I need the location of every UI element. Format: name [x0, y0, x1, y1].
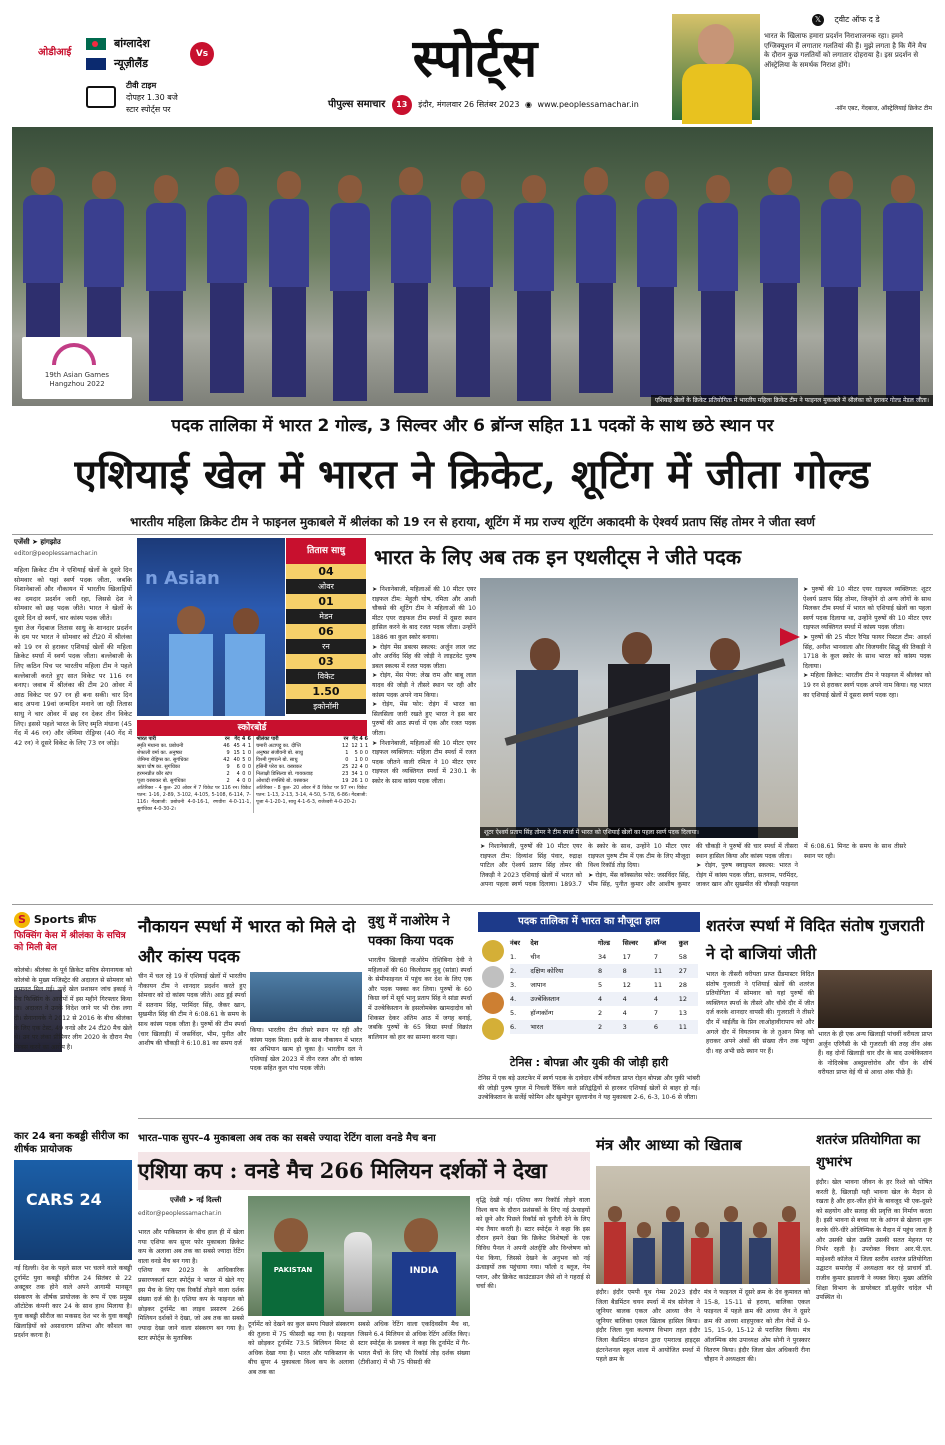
brief-label-text: Sports ब्रीफ — [33, 913, 96, 926]
medal-header-cell: देश — [530, 939, 539, 947]
masthead-title: स्पोर्ट्स — [412, 28, 538, 89]
chess-body2: भारत के ही एक अन्य खिलाड़ी पांचवीं वरीयता प्राप्त अर्जुन एरिगैसी के भी गुजराती की तरह तीन अंक हैं। वह दोनों खिलाड़ी चार दौर के बाद उज्बेकिस्तान के नोदिरबेक अब्दुसत्तोरोव और चीन के शीर्ष वरीयता प्राप्त वेई यी से आधा अंक पीछे हैं। — [818, 1031, 933, 1077]
badminton-body1: इंदौर। इंदौर एमपी यूथ गेम्स 2023 इंदौर जिला बैडमिंटन चयन स्पर्धा में मंत्र सोनेजा ने जूनियर बालक एकल और आध्या जैन ने जूनियर बालिका एकल खिताब हासिल किया। इंदौर जिला युवा कल्याण विभाग तहत इंदौर जिला बैडमिंटन संगठन द्वारा एमराल्ड हाइट्स इंटरनेशनल स्कूल शाला में आयोजित स्पर्धा में पहले क्रम के — [596, 1289, 700, 1364]
medal-header-cell: नंबर — [510, 939, 520, 947]
rowing-headline: नौकायन स्पर्धा में भारत को मिले दो और कांस्य पदक — [138, 917, 356, 967]
games-logo — [22, 337, 132, 399]
match-time: दोपहर 1.30 बजे — [126, 93, 178, 102]
medal-table — [510, 936, 698, 1034]
asiacup-body4: वृद्धि देखी गई। एशिया कप रिकॉर्ड तोड़ने वाला विश्व कप के दौरान प्रशंसकों के लिए नई ऊंचाइयों को छूने और पिछले रिकॉर्ड को चुनौती देने के लिए मंच तैयार करती है। स्टार स्पोर्ट्स ने कहा कि इस दौरान हमने देखा कि क्रिकेट विशेषज्ञों के एक विविध पैनल ने अपनी अंतर्दृष्टि और विश्लेषण को पेश किया, जिससे देखने के अनुभव को नई ऊंचाइयों तक पहुंचाया गया। फॉलो द ब्लूज, गेम प्लान, और क्रिकेट काउंटडाउन जैसे शो ने गहराई से चर्चा की। — [476, 1197, 590, 1291]
titas-stat-value: 01 — [286, 594, 366, 609]
badminton-body2: मंत्र ने फाइनल में दूसरे क्रम के देव कुमावत को 15-8, 15-11 से हराया, बालिका एकल फाइनल में पहले क्रम की आध्या जैन ने दूसरे क्रम की आध्या शाहपुरकर को तीन गेमों में 9-15, 15-9, 15-12 से पराजित किया। मंत्र ऑलम्पिक संघ उपाध्यक्ष ओम सोनी ने पुरस्कार वितरण किया। इंदौर जिला खेल अधिकारी रीना चौहान ने अध्यक्षता की। — [704, 1289, 810, 1364]
player-figure — [330, 175, 369, 410]
flag-newzealand — [86, 58, 106, 70]
games-emblem-icon — [52, 343, 96, 365]
score-header-cell: रन — [224, 736, 230, 742]
rowing-body1: चीन में चल रहे 19 वें एशियाई खेलों में भारतीय नौकायन टीम ने शानदार प्रदर्शन करते हुए सोमवार को दो कांस्य पदक जीते। आठ हुई स्पर्धा में सतनाम सिंह, परमिंदर सिंह, जैकर खान, सुखमीत सिंह की टीम ने 6:08.61 के समय के साथ कांस्य पदक जीता है। पुरुषों की टीम स्पर्धा (चार खिलाड़ी) में जसविंदर, भीम, पुनीत और आशीष की चौकड़ी ने 6:10.81 का समय दर्ज — [138, 973, 246, 1048]
x-logo-icon: 𝕏 — [812, 14, 824, 26]
score-header-cell: 6 — [364, 736, 368, 742]
brand-name: पीपुल्स समाचार — [328, 99, 386, 110]
titas-stat-label: विकेट — [286, 669, 366, 684]
wushu-headline: वुशु में नाओरेम ने पक्का किया पदक — [368, 914, 454, 949]
india-innings-table — [137, 736, 251, 785]
score-header-cell: रन — [343, 736, 349, 742]
score-header-cell: श्रीलंका पारी — [256, 736, 279, 742]
score-row: विश्मी गुणरत्ने बो. साधु 0 1 0 0 — [256, 757, 368, 763]
india-innings-notes: अतिरिक्त - 4 कुल- 20 ओवर में 7 विकेट पर 116 रन। विकेट पतन: 1-16, 2-89, 3-102, 4-105, 5-108, 6-114, 7-116। गेंदबाजी: प्रबोधनी 4-0-16-1, रणवीरा 4-0-11-1, सुगंधिका 4-0-30-2। — [137, 786, 251, 812]
asiacup-photo — [248, 1196, 470, 1316]
titas-stat-value: 04 — [286, 564, 366, 579]
games-logo-text: 19th Asian Games Hangzhou 2022 — [44, 371, 110, 388]
tennis-body: टेनिस में एक बड़े उलटफेर में स्वर्ण पदक के दावेदार शीर्ष वरीयता प्राप्त रोहन बोपन्ना और युकी भांबरी की जोड़ी पुरुष युगल में निचली रैंकिंग वाले प्रतिद्वंद्वियों से हारकर एशियाई खेलों से बाहर हो गई। उज्बेकिस्तान के सर्जेई फोमिन और खुमोयुन सुल्तानोव ने यह मुकाबला 2-6, 6-3, 10-6 से जीता। — [478, 1075, 700, 1102]
titas-name: तितास साधु — [286, 538, 366, 564]
scoreboard — [137, 720, 367, 900]
titas-stat-label: ओवर — [286, 579, 366, 594]
person-figure — [604, 1206, 626, 1284]
player-figure — [146, 175, 185, 410]
titas-stat-value: 03 — [286, 654, 366, 669]
score-row: निलाक्षी डिसिल्वा बो. गायकवाड़ 23 34 1 0 — [256, 771, 368, 777]
tweet-box — [764, 14, 932, 122]
asiacup-kicker: भारत–पाक सुपर–4 मुकाबला अब तक का सबसे ज्यादा रेटिंग वाला वनडे मैच बना — [138, 1133, 436, 1144]
asiacup-body2: टूर्नामेंट को देखने का कुल समय पिछले संस्करण की तुलना में 75 फीसदी बढ़ गया है। फाइनल को छोड़कर टूर्नामेंट 73.5 बिलियन मिनट से अधिक देखा गया है। भारत और पाकिस्तान के बीच सुपर 4 मुकाबला विश्व कप के अलावा अब तक का — [248, 1321, 354, 1376]
player-figure — [391, 167, 430, 402]
brief-body: कोलंबो। श्रीलंका के पूर्व क्रिकेट सचित्र सेनानायक को कोलंबो के मुख्य मजिस्ट्रेट की अदालत से सोमवार को जमानत मिल गई। उन्हें खेल प्रशासन जांच इकाई ने मैच फिक्सिंग के आरोपों में इस महीने गिरफ्तार किया था। अदालत ने उनके विदेश जाने पर भी रोक लगा दी। सेनानायके ने 2012 से 2016 के बीच श्रीलंका के लिए एक टेस्ट, 49 वनडे और 24 टी20 मैच खेले थे। उन पर लंका प्रीमियर लीग 2020 के दौरान मैच फिक्स करने का आरोप है। — [14, 967, 132, 1051]
titas-stat-value: 1.50 — [286, 684, 366, 699]
chess-headline: शतरंज स्पर्धा में विदित संतोष गुजराती ने दो बाजियां जीती — [706, 916, 925, 963]
titas-photo: n Asian — [137, 538, 285, 716]
medal-stack-icon — [482, 940, 506, 1044]
main-kicker: पदक तालिका में भारत 2 गोल्ड, 3 सिल्वर और 6 ब्रॉन्ज सहित 11 पदकों के साथ छठे स्थान पर — [171, 416, 774, 436]
india-jersey: INDIA — [392, 1252, 456, 1316]
main-deck: भारतीय महिला क्रिकेट टीम ने फाइनल मुकाबले में श्रीलंका को 19 रन से हराया, शूटिंग में मप्र राज्य शूटिंग अकादमी के ऐश्वर्य प्रताप सिंह तोमर ने जीता स्वर्ण — [130, 515, 815, 529]
divider — [12, 534, 933, 535]
score-header-cell: गेंद — [352, 736, 358, 742]
hero-caption: एशियाई खेलों के क्रिकेट प्रतियोगिता में भारतीय महिला क्रिकेट टीम ने फाइनल मुकाबले में श्रीलंका को हराकर गोल्ड मेडल जीता। — [651, 395, 933, 406]
medal-row: 4. उज्बेकिस्तान 4 4 4 12 — [510, 992, 698, 1006]
brief-label — [14, 912, 96, 928]
match-box — [30, 34, 260, 124]
kabaddi-photo: CARS 24 — [14, 1160, 132, 1260]
wushu-body: भारतीय खिलाड़ी नाओरेम रोशिबिना देवी ने महिलाओं की 60 किलोग्राम वुशु (सांडा) स्पर्धा के सेमीफाइनल में पहुंच कर देश के लिए एक और पदक पक्का कर लिया। पुरुषों के 60 किग्रा वर्ग में सूर्य भानु प्रताप सिंह ने सांडा स्पर्धा में उज्बेकिस्तान के इसलोमबेक खामदादोव को शिकस्त देकर अंतिम आठ में जगह बनाई, जबकि पुरुषों के 65 किग्रा स्पर्धा विक्रांत बालियान को हार का सामना करना पड़ा। — [368, 957, 472, 1041]
score-row: शेफाली वर्मा का. अनुष्का 9 15 1 0 — [137, 750, 251, 756]
match-channel: स्टार स्पोर्ट्स पर — [126, 105, 171, 114]
player-figure — [821, 171, 860, 406]
athletes-col3: ➤ पुरुषों की 10 मीटर एयर राइफल व्यक्तिगत: शूटर ऐश्वर्य प्रताप सिंह तोमर, जिन्होंने दो अन्य लोगों के साथ मिलकर टीम स्पर्धा में भारत को एशियाई खेलों का पहला स्वर्ण पदक दिलाया था, उन्होंने पुरुषों की 10 मीटर एयर राइफल व्यक्तिगत स्पर्धा में कांस्य पदक जीता। ➤ पुरुषों की 25 मीटर रैपिड फायर पिस्टल टीम: आदर्श सिंह, अनीश भानवाला और विजयवीर सिद्धू की तिकड़ी ने 1718 के कुल स्कोर के साथ भारत को कांस्य पदक दिलाया। ➤ महिला क्रिकेट: भारतीय टीम ने फाइनल में श्रीलंका को 19 रन से हराकर स्वर्ण पदक अपने नाम किया। यह भारत का एशियाई खेलों में दूसरा स्वर्ण पदक रहा। — [803, 586, 931, 699]
rowing-photo — [250, 972, 362, 1022]
person-figure — [720, 1206, 742, 1284]
badminton-headline: मंत्र और आध्या को खिताब — [596, 1136, 742, 1154]
hero-photo — [12, 127, 933, 406]
arrow-icon — [780, 628, 800, 646]
main-headline: एशियाई खेल में भारत ने क्रिकेट, शूटिंग में जीता गोल्ड — [74, 451, 871, 498]
player-figure — [514, 175, 553, 410]
kabaddi-headline: कार 24 बना कबड्डी सीरीज का शीर्षक प्रायोजक — [14, 1131, 129, 1155]
score-row: पूजा वस्त्राकर बो. सुगंधिका 2 4 0 0 — [137, 778, 251, 784]
asiacup-headline: एशिया कप : वनडे मैच 266 मिलियन दर्शकों ने देखा — [138, 1152, 590, 1190]
athletes-col2: ➤ निशानेबाजी, पुरुषों की 10 मीटर एयर राइफल टीम: दिव्यांश सिंह पंवार, रुद्राक्ष पाटिल और ऐश्वर्य प्रताप सिंह तोमर की तिकड़ी ने 2023 एशियाई खेलों में भारत को अपना पहला स्वर्ण पदक दिलाया। 1893.7 के स्कोर के साथ, उन्होंने 10 मीटर एयर राइफल पुरुष टीम में एक टीम के लिए मौजूदा विश्व रिकॉर्ड तोड़ दिया। ➤ रोइंग, मेंस कॉक्सलेस फोर: जसविंदर सिंह, भीम सिंह, पुनीत कुमार और आशीष कुमार की चौकड़ी ने पुरुषों की चार स्पर्धा में तीसरा स्थान हासिल किया और कांस्य पदक जीता। ➤ रोइंग, पुरुष क्वाड्रपल स्कल्स: भारत ने रोइंग में कांस्य पदक जीता, सतनाम, परमिंदर, जाकर खान और सुखमीत की चौकड़ी फाइनल में 6:08.61 मिनट के समय के साथ तीसरे स्थान पर रही। — [480, 843, 906, 889]
score-header-cell: 4 — [241, 736, 246, 742]
player-figure — [207, 167, 246, 402]
page-number: 13 — [392, 95, 412, 115]
medal-row: 1. चीन 34 17 7 58 — [510, 953, 688, 961]
score-row: हसिनी परेरा का. वस्त्राकर 25 22 4 0 — [256, 764, 368, 770]
tweet-player-photo — [672, 14, 760, 120]
person-figure — [778, 1206, 800, 1284]
medal-header-cell: सिल्वर — [622, 939, 638, 947]
divider — [138, 1118, 932, 1119]
pakistan-jersey: PAKISTAN — [262, 1252, 324, 1316]
chess-body1: भारत के तीसरी वरीयता प्राप्त ग्रैंडमास्टर विदित संतोष गुजराती ने एशियाई खेलों की शतरंज प्रतियोगिता में सोमवार को यहां पुरुषों की व्यक्तिगत स्पर्धा के तीसरे और चौथे दौर में जीत दर्ज करके शानदार वापसी की। गुजराती ने तीसरे दौर में थाईलैंड के प्रिन लाओहावीरापाप को और अगले दौर में वियतनाम के ले तुआन मिन्ह को हराकर अपने अंकों की संख्या तीन तक पहुंचा दी। वह अभी छठे स्थान पर हैं। — [706, 971, 814, 1055]
asiacup-body1: भारत और पाकिस्तान के बीच हाल ही में खेला गया एशिया कप सुपर फोर मुकाबला क्रिकेट कप के अलावा अब तक का सबसे ज्यादा रेटिंग वाला वनडे मैच बन गया है। एशिया कप 2023 के आधिकारिक प्रसारणकर्ता स्टार स्पोर्ट्स ने भारत में खेले गए इस मैच के लिए एक रिकॉर्ड तोड़ने वाला दर्शक संख्या दर्ज की है। एशिया कप के फाइनल को छोड़कर टूर्नामेंट का लाइव प्रसारण 266 मिलियन दर्शकों ने देखा, जो अब तक का सबसे ज्यादा देखा जाने वाला संस्करण बन गया है। स्टार स्पोर्ट्स के मुताबिक — [138, 1229, 244, 1342]
flag-bangladesh — [86, 38, 106, 50]
player-figure — [760, 167, 799, 402]
masthead-strip: पीपुल्स समाचार 13 इंदौर, मंगलवार 26 सितंबर 2023 ◉ www.peoplessamachar.in — [328, 94, 658, 116]
rowing-body2: किया। भारतीय टीम तीसरे स्थान पर रही और कांस्य पदक मिला। इसी के साथ नौकायन में भारत का अभियान खत्म हो चुका है। भारतीय दल ने एशियाई खेल 2023 में तीन रजत और दो कांस्य पदक सहित कुल पांच पदक जीते। — [250, 1027, 362, 1073]
chess-photo — [818, 970, 932, 1028]
player-figure — [883, 175, 922, 410]
story1-body: महिला क्रिकेट टीम ने एशियाई खेलों के दूसरे दिन सोमवार को यहां स्वर्ण पदक जीता, जबकि निशानेबाजों और नौकायन में भारतीय खिलाड़ियों का दमदार प्रदर्शन जारी रहा, जिससे देश ने सोमवार को छह पदक जीते। भारत ने खेलों के दूसरे दिन दो स्वर्ण, चार कांस्य पदक जीते। युवा तेज गेंदबाज तितास साधु के शानदार प्रदर्शन के दम पर भारत ने सोमवार को टी20 में श्रीलंका को 19 रन से हराकर एशियाई खेलों की महिला क्रिकेट स्पर्धा में स्वर्ण पदक जीता। बल्लेबाजी के लिए कठिन पिच पर भारतीय महिला टीम ने पहले बल्लेबाजी करते हुए सात विकेट पर 116 रन बनाए। जवाब में श्रीलंका की टीम 20 ओवर में आठ विकेट पर 97 रन ही बना सकी। चार दिन बाद अपना 19वां जन्मदिन मनाने जा रही तितास साधु ने चार ओवर में छह रन देकर तीन विकेट लिए। इससे पहले भारत के लिए स्मृति मंधाना (45 गेंद में 46 रन) और जेमिमा रोड्रिग्स (40 गेंद में 42 रन) ने दूसरे विकेट के लिए 73 रन जोड़े। — [14, 566, 132, 747]
chess2-body: इंदौर। खेल भावना जीवन के हर रिश्ते को पोषित करती है, खिलाड़ी यही भावना खेल के मैदान से रखता है और हार-जीत होने के बावजूद भी एक-दूसरे को सहयोग और सलाह की प्रवृत्ति का निर्माण करता है। इसी भावना से बच्चा घर के आंगन से खेलना शुरू करके धीरे-धीरे ओलिम्पिक के मैदान में पहुंच जाता है और उसकी खेल उन्नति उसकी सतत मेहनत पर निर्भर रहती है। उपरोक्त विचार आर.पी.एल. माहेश्वरी कॉलेज में जिला स्तरीय शतरंज प्रतियोगिता उद्घाटन समारोह में अध्यक्षता कर रहे प्राचार्य डॉ. राजीव कुमार झालानी ने व्यक्त किए। मुख्य अतिथि शिक्षा विभाग के डायरेक्टर डॉ.सुधीर चांदेल भी उपस्थित थे। — [816, 1179, 932, 1302]
asiacup-byline: एजेंसी ➤ नई दिल्ली — [170, 1196, 222, 1204]
medal-header-cell: कुल — [678, 939, 689, 947]
score-row: स्मृति मंधाना का. प्रबोधनी 46 45 4 1 — [137, 743, 251, 749]
player-figure — [453, 171, 492, 406]
chess2-headline: शतरंज प्रतियोगिता का शुभारंभ — [816, 1133, 921, 1170]
tv-icon — [86, 86, 116, 108]
score-row: चमारी अटापट्टू का. दीप्ति 12 12 1 1 — [256, 743, 368, 749]
titas-stat-value: 06 — [286, 624, 366, 639]
titas-stats — [286, 538, 366, 718]
player-figure — [269, 171, 308, 406]
titas-stat-label: मेडन — [286, 609, 366, 624]
brief-s-icon: S — [14, 912, 30, 928]
scoreboard-title: स्कोरबोर्ड — [137, 720, 367, 736]
vs-badge: Vs — [190, 42, 214, 66]
team1-name: बांग्लादेश — [114, 37, 150, 50]
score-row: ओशादी रणसिंघे बो. वस्त्राकर 19 26 1 0 — [256, 778, 368, 784]
tweet-author: -सॉन एबट, गेंदबाज, ऑस्ट्रेलियाई क्रिकेट टीम — [834, 105, 932, 112]
score-header-cell: 6 — [247, 736, 251, 742]
srilanka-innings-notes: अतिरिक्त - 8 कुल- 20 ओवर में 8 विकेट पर 97 रन। विकेट पतन: 1-13, 2-13, 3-14, 4-50, 5-78, 6-86। गेंदबाजी: पूजा 4-1-20-1, साधु 4-1-6-3, राजेश्वरी 4-0-20-2। — [256, 786, 367, 805]
athletes-title: भारत के लिए अब तक इन एथलीट्स ने जीते पदक — [374, 545, 742, 569]
score-header-cell: गेंद — [234, 736, 240, 742]
medal-row: 3. जापान 5 12 11 28 — [510, 981, 688, 989]
srilanka-innings-table — [256, 736, 368, 785]
story1-byline: एजेंसी ➤ हांगझोउ — [14, 538, 61, 546]
trophy-icon — [344, 1232, 372, 1312]
badminton-photo — [596, 1166, 810, 1284]
titas-stat-label: इकोनॉमी — [286, 699, 366, 714]
kabaddi-body: नई दिल्ली। देश के पहले साल भर चलने वाले कबड्डी टूर्नामेंट युवा कबड्डी सीरीज 24 सितंबर से 22 अक्टूबर तक होने वाले अपने आगामी मानसून संस्करण के शीर्षक प्रायोजक के रूप में एक प्रमुख ऑटोटेक कंपनी कार 24 के साथ हाथ मिलाया है। युवा कबड्डी सीरीज का मकसद देश भर के युवा कबड्डी खिलाड़ियों को असाधारण प्रतिभा और कौशल का प्रदर्शन करना है। — [14, 1265, 132, 1340]
medal-header-cell: ब्रॉन्ज — [653, 939, 667, 947]
medal-table-title: पदक तालिका में भारत का मौजूदा हाल — [478, 912, 700, 932]
person-figure — [662, 1206, 684, 1284]
brief-headline: फिक्सिंग केस में श्रीलंका के सचित्र को मिली बेल — [14, 931, 126, 953]
match-format: ओडीआई — [38, 47, 72, 58]
medal-header-cell: गोल्ड — [597, 939, 611, 947]
titas-stat-label: रन — [286, 639, 366, 654]
tennis-headline: टेनिस : बोपन्ना और युकी की जोड़ी हारी — [509, 1056, 669, 1069]
person-figure — [749, 1222, 771, 1284]
score-row: जेमिमा रोड्रिग्स का. सुगंधिका 42 40 5 0 — [137, 757, 251, 763]
shooters-photo — [480, 578, 798, 838]
medal-row: 2. दक्षिण कोरिया 8 8 11 27 — [510, 964, 698, 978]
score-header-cell: भारत पारी — [137, 736, 156, 742]
divider — [12, 904, 933, 905]
person-figure — [633, 1222, 655, 1284]
asiacup-body3: सबसे अधिक रेटिंग वाला एकदिवसीय मैच था, जिसने 6.4 मिलियन से अधिक रेटिंग अर्जित किए। स्टार स्पोर्ट्स के प्रवक्ता ने कहा कि टूर्नामेंट में गैर-भारत मैचों के लिए भी रिकॉर्ड तोड़ दर्शक संख्या (टीवीआर) में भी 75 फीसदी की — [358, 1321, 470, 1367]
medal-row: 6. भारत 2 3 6 11 — [510, 1020, 698, 1034]
dateline: इंदौर, मंगलवार 26 सितंबर 2023 — [418, 100, 520, 109]
shooters-caption: शूटर ऐश्वर्य प्रताप सिंह तोमर ने टीम स्पर्धा में भारत को एशियाई खेलों का पहला स्वर्ण पदक दिलाया। — [480, 827, 798, 838]
website[interactable]: www.peoplessamachar.in — [537, 100, 639, 109]
score-row: अनुष्का संजीवनी बो. साधु 1 5 0 0 — [256, 750, 368, 756]
team2-name: न्यूज़ीलैंड — [114, 57, 148, 70]
player-figure — [576, 167, 615, 402]
person-figure — [691, 1222, 713, 1284]
score-header-cell: 4 — [359, 736, 363, 742]
athletes-col1: ➤ निशानेबाजी, महिलाओं की 10 मीटर एयर राइफल टीम: मेहुली घोष, रमिता और आशी चौकसे की शूटिंग टीम ने महिलाओं की 10 मीटर एयर राइफल टीम स्पर्धा में दूसरा स्थान हासिल करने के बाद रजत पदक जीता। उन्होंने 1886 का कुल स्कोर बनाया। ➤ रोइंग मेंस डबल्स स्कल्स: अर्जुन लाल जट और अरविंद सिंह की जोड़ी ने लाइटवेट पुरुष डबल स्कल्स में रजत पदक जीता। ➤ रोइंग, मेंस पेयर: लेख राम और बाबू लाल यादव की जोड़ी ने तीसरे स्थान पर रही और कांस्य पदक अपने नाम किया। ➤ रोइंग, मेंस फोर: रोइंग में भारत का सिलसिला जारी रखते हुए भारत ने इस बार पुरुषों की आठ स्पर्धा में एक और रजत पदक जीता। ➤ निशानेबाजी, महिलाओं की 10 मीटर एयर राइफल व्यक्तिगत: महिला टीम स्पर्धा में रजत पदक जीतने वाली रमिता ने 10 मीटर एयर राइफल की व्यक्तिगत स्पर्धा में 230.1 के स्कोर के साथ कांस्य पदक जीता। — [372, 586, 476, 785]
medal-table-box — [478, 912, 700, 1050]
asiacup-email[interactable]: editor@peoplessamachar.in — [138, 1210, 222, 1217]
medal-row: 5. हॉन्गकॉन्ग 2 4 7 13 — [510, 1009, 688, 1017]
tweet-text: भारत के खिलाफ हमारा प्रदर्शन निराशाजनक रहा। हमने एग्जिक्यूशन में लगातार गलतियां की हैं। मुझे लगता है कि मैंने मैच के दौरान कुछ गलतियों को लगातार दोहराया है। इस प्रदर्शन से ऑस्ट्रेलिया के समर्थक निराश होंगे। — [764, 32, 927, 69]
tv-label: टीवी टाइम — [126, 81, 157, 90]
tweet-title: ट्वीट ऑफ द डे — [834, 15, 880, 24]
score-row: ऋचा घोष का. सुगंधिका 9 6 0 0 — [137, 764, 251, 770]
story1-email[interactable]: editor@peoplessamachar.in — [14, 550, 98, 557]
score-row: हरमनप्रीत कौर स्टंप 2 4 0 0 — [137, 771, 251, 777]
player-figure — [698, 175, 737, 410]
player-figure — [637, 171, 676, 406]
